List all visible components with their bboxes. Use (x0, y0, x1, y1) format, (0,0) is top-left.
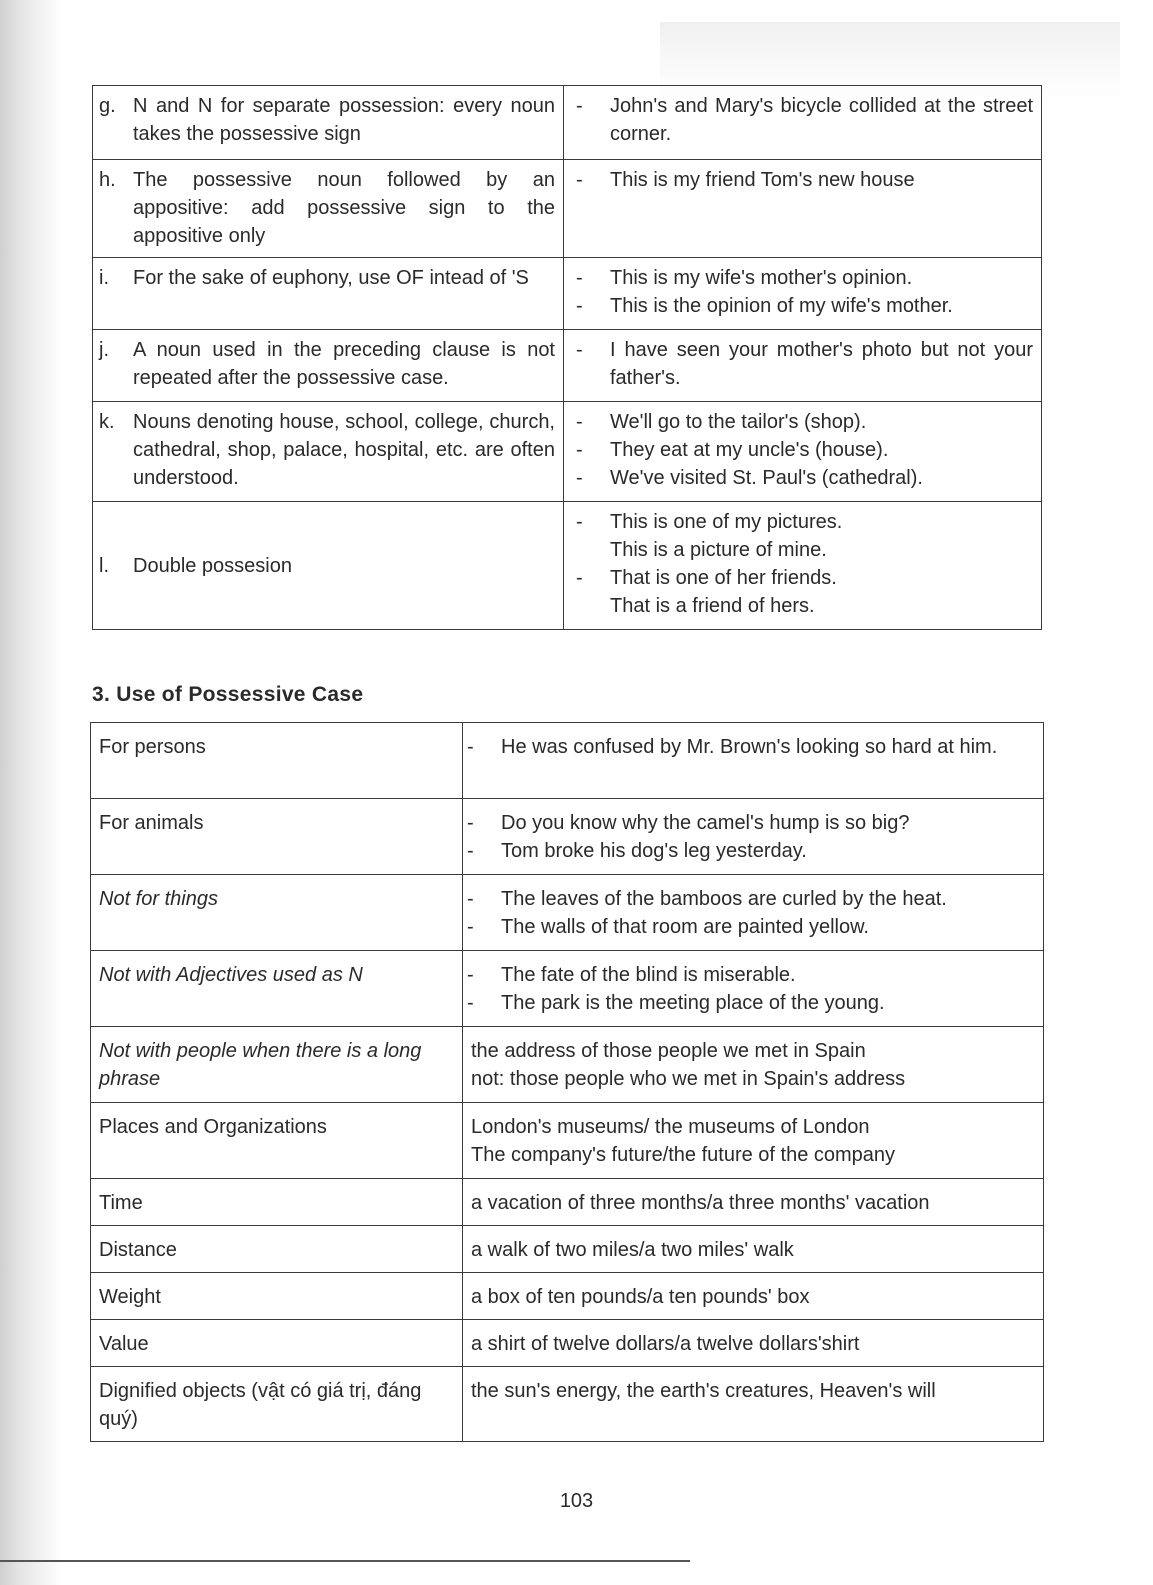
category-cell: Not with Adjectives used as N (91, 951, 463, 1027)
bullet-dash (572, 536, 610, 564)
table-row (91, 1103, 1044, 1179)
table-row (93, 502, 1042, 630)
category-cell: Places and Organizations (91, 1103, 463, 1179)
table-row (91, 1179, 1044, 1226)
example-text: We've visited St. Paul's (cathedral). (610, 467, 923, 489)
bullet-dash: - (576, 411, 583, 433)
example-text: He was confused by Mr. Brown's looking so hard at him. (501, 736, 998, 758)
category-cell: Distance (91, 1226, 463, 1273)
example-text: The park is the meeting place of the young. (501, 992, 885, 1014)
example-line: The company's future/the future of the company (471, 1144, 896, 1166)
rule-text: Double possesion (133, 554, 292, 577)
table-row (91, 1367, 1044, 1442)
bullet-dash: - (576, 567, 583, 589)
bullet-dash: - (467, 888, 474, 910)
example-text: This is the opinion of my wife's mother. (610, 295, 953, 317)
rule-text: For the sake of euphony, use OF intead of 'S (133, 267, 529, 289)
table-row (93, 330, 1042, 402)
example-text: The leaves of the bamboos are curled by the heat. (501, 888, 947, 910)
category-cell: Not with people when there is a long phrase (91, 1027, 463, 1103)
bullet-dash: - (467, 812, 474, 834)
example-text: That is a friend of hers. (610, 595, 815, 617)
rule-letter: g. (99, 95, 116, 117)
table-row (91, 799, 1044, 875)
bullet-dash (572, 592, 610, 620)
category-cell: Weight (91, 1273, 463, 1320)
example-line: the sun's energy, the earth's creatures, Heaven's will (471, 1380, 936, 1402)
bullet-dash: - (467, 992, 474, 1014)
bullet-dash: - (467, 736, 474, 758)
category-cell: Time (91, 1179, 463, 1226)
example-text: Tom broke his dog's leg yesterday. (501, 840, 807, 862)
rule-letter: j. (99, 339, 109, 361)
bullet-dash: - (576, 267, 583, 289)
table-row (93, 402, 1042, 502)
table-row (91, 1226, 1044, 1273)
example-text: The fate of the blind is miserable. (501, 964, 796, 986)
example-text: I have seen your mother's photo but not your father's. (610, 339, 1033, 389)
table-row (91, 1027, 1044, 1103)
rule-text: N and N for separate possession: every noun takes the possessive sign (133, 95, 555, 145)
bullet-dash: - (576, 467, 583, 489)
table-row (91, 875, 1044, 951)
example-text: We'll go to the tailor's (shop). (610, 411, 867, 433)
bullet-dash: - (576, 339, 583, 361)
bullet-dash: - (576, 169, 583, 191)
scan-shadow-left (0, 0, 62, 1585)
bullet-dash: - (467, 840, 474, 862)
rule-text: The possessive noun followed by an appositive: add possessive sign to the appositive only (133, 169, 555, 247)
example-text: They eat at my uncle's (house). (610, 439, 889, 461)
rule-letter: k. (99, 411, 115, 433)
category-cell: Not for things (91, 875, 463, 951)
bullet-dash: - (467, 916, 474, 938)
bullet-dash: - (576, 439, 583, 461)
example-line: the address of those people we met in Spain (471, 1040, 866, 1062)
example-text: This is one of my pictures. (610, 511, 843, 533)
example-line: a shirt of twelve dollars/a twelve dollars'shirt (471, 1333, 860, 1355)
example-text: This is my wife's mother's opinion. (610, 267, 913, 289)
example-text: John's and Mary's bicycle collided at the street corner. (610, 95, 1033, 145)
example-line: not: those people who we met in Spain's address (471, 1068, 906, 1090)
table-row (91, 1320, 1044, 1367)
bottom-divider (0, 1560, 690, 1562)
example-text: The walls of that room are painted yellow. (501, 916, 869, 938)
example-line: London's museums/ the museums of London (471, 1116, 870, 1138)
example-text: Do you know why the camel's hump is so big? (501, 812, 910, 834)
page-number: 103 (559, 1490, 594, 1512)
bullet-dash: - (467, 964, 474, 986)
rule-letter: l. (99, 554, 109, 577)
table-row (91, 951, 1044, 1027)
category-cell: Dignified objects (vật có giá trị, đáng quý) (91, 1367, 463, 1442)
example-line: a vacation of three months/a three months' vacation (471, 1192, 930, 1214)
example-text: This is a picture of mine. (610, 539, 827, 561)
rule-text: Nouns denoting house, school, college, church, cathedral, shop, palace, hospital, etc. are often understood. (133, 411, 555, 489)
bullet-dash: - (576, 511, 583, 533)
use-of-possessive-table (90, 722, 1044, 1442)
example-text: This is my friend Tom's new house (610, 169, 915, 191)
possessive-rules-table (92, 85, 1042, 630)
rule-letter: h. (99, 169, 116, 191)
table-row (91, 1273, 1044, 1320)
example-line: a walk of two miles/a two miles' walk (471, 1239, 794, 1261)
example-text: That is one of her friends. (610, 567, 837, 589)
section-heading: 3. Use of Possessive Case (92, 683, 364, 706)
table-row (91, 723, 1044, 799)
category-cell: Value (91, 1320, 463, 1367)
table-row (93, 258, 1042, 330)
table-row (93, 160, 1042, 258)
example-line: a box of ten pounds/a ten pounds' box (471, 1286, 810, 1308)
bullet-dash: - (576, 295, 583, 317)
category-cell: For persons (91, 723, 463, 799)
rule-text: A noun used in the preceding clause is not repeated after the possessive case. (133, 339, 555, 389)
table-row (93, 86, 1042, 160)
category-cell: For animals (91, 799, 463, 875)
rule-letter: i. (99, 267, 109, 289)
bullet-dash: - (576, 95, 583, 117)
